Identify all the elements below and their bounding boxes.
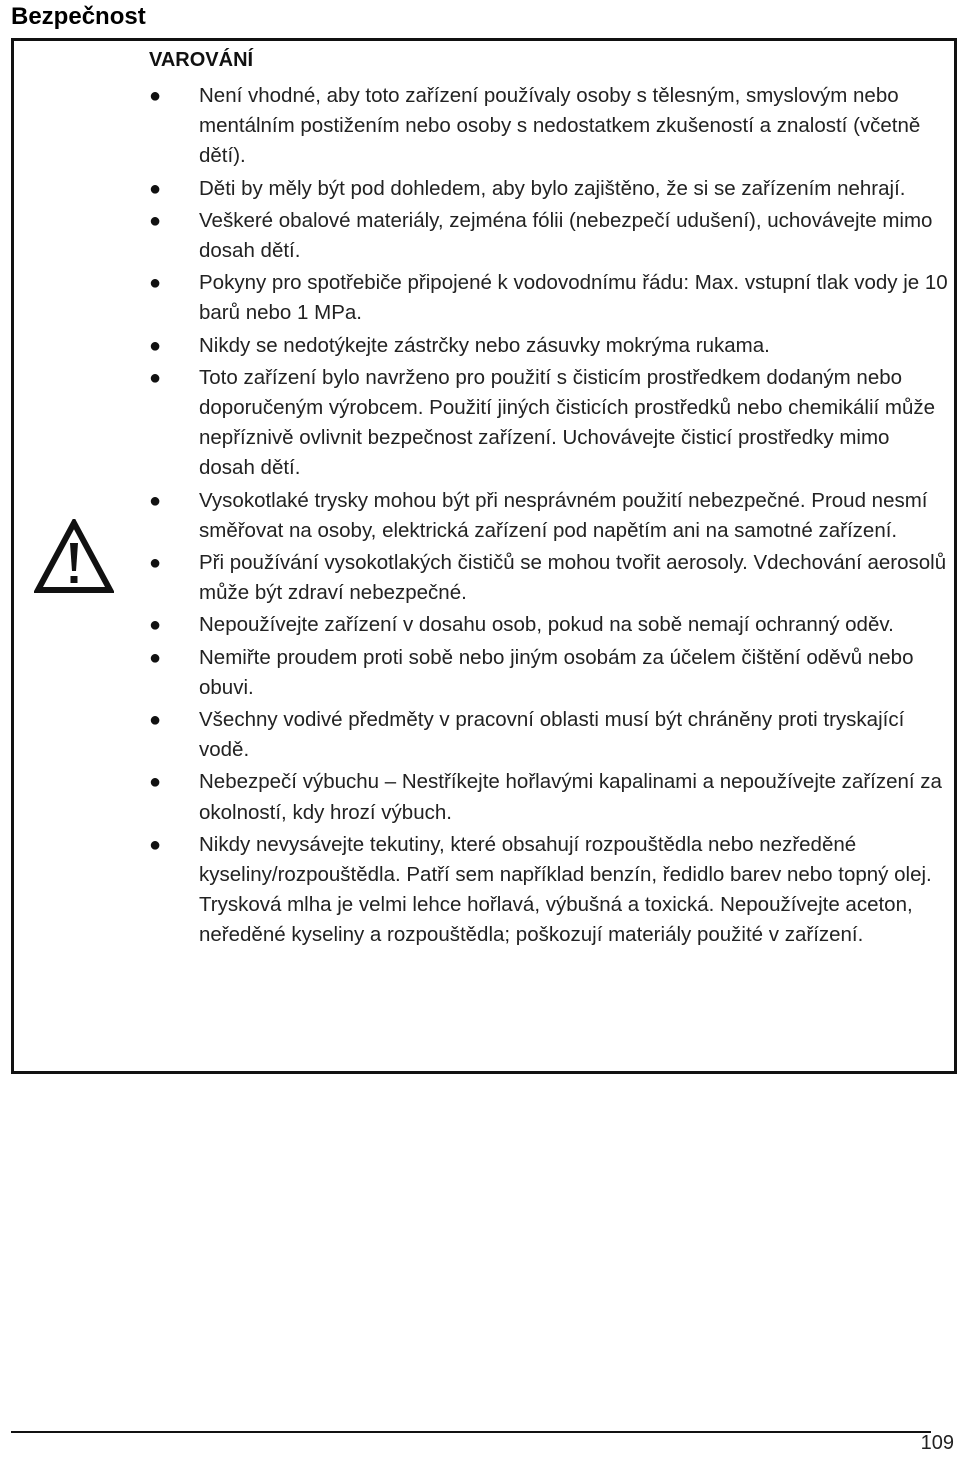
bullet-icon: ●: [149, 177, 162, 200]
bullet-icon: ●: [149, 709, 162, 732]
bullet-icon: ●: [149, 272, 162, 295]
list-item-text: Nikdy nevysávejte tekutiny, které obsahují rozpouštědla nebo nezředěné kyseliny/rozpouštědla. Patří sem například benzín, ředidlo barev nebo topný olej. Trysková mlha je velmi lehce hořlavá, výbušná a toxická. Nepoužívejte aceton, neředěné kyseliny a rozpouštědla; poškozují materiály použité v zařízení.: [199, 832, 932, 947]
list-item-text: Vysokotlaké trysky mohou být při nesprávném použití nebezpečné. Proud nesmí směřovat na osoby, elektrická zařízení pod napětím ani na samotné zařízení.: [199, 488, 928, 542]
bullet-icon: ●: [149, 646, 162, 669]
section-title: Bezpečnost: [11, 3, 146, 30]
bullet-icon: ●: [149, 366, 162, 389]
list-item: [149, 705, 949, 765]
page-number: 109: [920, 1432, 954, 1454]
list-item-text: Děti by měly být pod dohledem, aby bylo zajištěno, že si se zařízením nehrají.: [199, 176, 906, 200]
warning-list: [149, 81, 949, 953]
footer-divider: [11, 1431, 931, 1433]
list-item: [149, 610, 949, 640]
list-item: [149, 363, 949, 484]
bullet-icon: ●: [149, 489, 162, 512]
list-item-text: Pokyny pro spotřebiče připojené k vodovodnímu řádu: Max. vstupní tlak vody je 10 barů nebo 1 MPa.: [199, 271, 948, 325]
list-item: [149, 643, 949, 703]
bullet-icon: ●: [149, 771, 162, 794]
bullet-icon: ●: [149, 209, 162, 232]
list-item: [149, 548, 949, 608]
list-item: [149, 486, 949, 546]
list-item-text: Není vhodné, aby toto zařízení používaly osoby s tělesným, smyslovým nebo mentálním postižením nebo osoby s nedostatkem zkušeností a znalostí (včetně dětí).: [199, 84, 921, 168]
list-item-text: Toto zařízení bylo navrženo pro použití s čisticím prostředkem dodaným nebo doporučeným výrobcem. Použití jiných čisticích prostředků nebo chemikálií může nepříznivě ovlivnit bezpečnost zařízení. Uchovávejte čisticí prostředky mimo dosah dětí.: [199, 365, 936, 480]
list-item-text: Nepoužívejte zařízení v dosahu osob, pokud na sobě nemají ochranný oděv.: [199, 613, 894, 637]
list-item-text: Nebezpečí výbuchu – Nestříkejte hořlavými kapalinami a nepoužívejte zařízení za okolností, kdy hrozí výbuch.: [199, 770, 942, 824]
list-item: [149, 830, 949, 951]
list-item-text: Nemiřte proudem proti sobě nebo jiným osobám za účelem čištění oděvů nebo obuvi.: [199, 645, 914, 699]
warning-heading: VAROVÁNÍ: [149, 49, 254, 71]
bullet-icon: ●: [149, 614, 162, 637]
bullet-icon: ●: [149, 334, 162, 357]
bullet-icon: ●: [149, 552, 162, 575]
list-item: [149, 81, 949, 172]
list-item: [149, 174, 949, 204]
list-item-text: Všechny vodivé předměty v pracovní oblasti musí být chráněny proti tryskající vodě.: [199, 708, 905, 762]
warning-triangle-icon: [34, 519, 114, 594]
list-item: [149, 767, 949, 827]
list-item: [149, 206, 949, 266]
warning-box: [11, 38, 957, 1074]
list-item-text: Při používání vysokotlakých čističů se mohou tvořit aerosoly. Vdechování aerosolů může být zdraví nebezpečné.: [199, 551, 947, 605]
list-item-text: Nikdy se nedotýkejte zástrčky nebo zásuvky mokrýma rukama.: [199, 333, 770, 357]
bullet-icon: ●: [149, 833, 162, 856]
list-item-text: Veškeré obalové materiály, zejména fólii (nebezpečí udušení), uchovávejte mimo dosah dětí.: [199, 208, 933, 263]
list-item: [149, 331, 949, 361]
bullet-icon: ●: [149, 85, 162, 107]
list-item: [149, 268, 949, 328]
